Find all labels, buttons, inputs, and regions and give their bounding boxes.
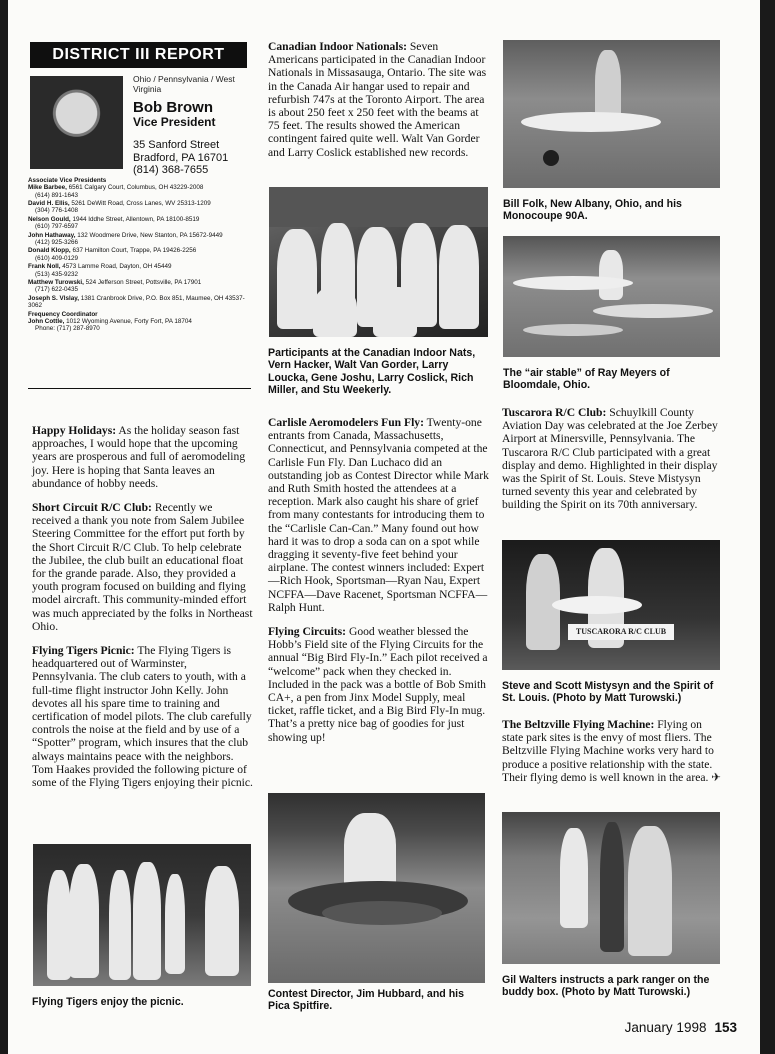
article-body: Recently we received a thank you note from Salem Jubilee Steering Committee for the effort put forth by the Short Circuit R/C Club. To help celebrate the Jubilee, the club built an educational float for the grande parade. Also, they provided a youth program focused on building and flying model aircraft. This community-minded effort was much appreciated by the folks in Northeast Ohio.: [32, 501, 253, 633]
associate-address: 4573 Lamme Road, Dayton, OH 45449: [62, 263, 172, 271]
article-body: The Flying Tigers is headquartered out of Warminster, Pennsylvania. The club caters to youth, with a full-time flight instructor John Kelly. John devotes all his spare time to training and certification of model pilots. The club carefully controls the noise at the field and by use of a “Spotter” program, which insures that the club always maintains peace with the neighbors. Tom Haakes provided the following picture of some of the Flying Tigers enjoying their picnic.: [32, 644, 253, 790]
vp-address: [133, 139, 253, 177]
article-body: Seven Americans participated in the Canadian Indoor Nationals in Missasauga, Ontario. The site was in the Canada Air hangar used to repair and refurbish 747s at the Toronto Airport. The area is about 250 feet x 250 feet with the beams at 75 feet. The results showed the American contingent faired quite well. Walt Van Gorder and Larry Coslick established new records.: [268, 40, 487, 159]
page-footer: [625, 1020, 737, 1035]
associate-entry: [28, 263, 250, 278]
vice-president-portrait: [30, 76, 123, 169]
associate-phone: (614) 891-1643: [35, 191, 79, 199]
caption-canadian-indoor-nats: Participants at the Canadian Indoor Nats, Vern Hacker, Walt Van Gorder, Larry Loucka, Gene Joshu, Larry Coslick, Rich Miller, and Stu Weekerly.: [268, 347, 476, 397]
associate-phone: (610) 797-6597: [35, 223, 79, 231]
associate-entry: [28, 232, 250, 247]
vp-title: Vice President: [133, 115, 216, 129]
article-heading: Happy Holidays:: [32, 424, 117, 437]
article-heading: Flying Tigers Picnic:: [32, 644, 135, 658]
associate-address: 6561 Calgary Court, Columbus, OH 43229-2008: [68, 184, 204, 192]
article-heading: Canadian Indoor Nationals:: [268, 40, 407, 53]
article-paragraph: [268, 625, 490, 744]
vp-phone: (814) 368-7655: [133, 164, 209, 176]
column-2-top-text: [268, 40, 490, 170]
associate-name: Mike Barbee,: [28, 184, 67, 192]
article-body: Good weather blessed the Hobb’s Field site of the Flying Circuits for the annual “Big Bird Fly-In.” Each pilot received a “welcome” pack when they checked in. Included in the pack was a bottle of Bob Smith CA+, a pen from Jinx Model Supply, meal ticket, raffle ticket, and a Big Bird Fly-In mug. That’s a pretty nice bag of goodies for just showing up!: [268, 625, 488, 744]
tuscarora-banner: TUSCARORA R/C CLUB: [568, 624, 674, 640]
article-body: Schuylkill County Aviation Day was celebrated at the Joe Zerbey Airport at Minersville, Pennsylvania. The Tuscarora R/C Club participated with a great display and demo. Highlighted in their display was the Spirit of St. Louis. Steve Mistysyn turned seventy this year and celebrated by building the Spirit on its 70th anniversary.: [502, 406, 718, 512]
caption-flying-tigers: Flying Tigers enjoy the picnic.: [32, 996, 184, 1008]
article-paragraph: [502, 718, 722, 784]
frequency-coordinator-name: John Cottle,: [28, 317, 65, 325]
caption-mistysyn: Steve and Scott Mistysyn and the Spirit of St. Louis. (Photo by Matt Turowski.): [502, 680, 714, 705]
article-paragraph: [32, 424, 254, 490]
associate-address: 1381 Cranbrook Drive, P.O. Box 851, Maumee, OH 43537-3062: [28, 294, 245, 310]
vp-name: Bob Brown: [133, 99, 213, 116]
column-3-bottom-text: [502, 718, 722, 795]
article-heading: The Beltzville Flying Machine:: [502, 718, 655, 731]
associate-address: 5261 DeWitt Road, Cross Lanes, WV 25313-1209: [71, 200, 211, 208]
associate-entry: [28, 216, 250, 231]
article-heading: Tuscarora R/C Club:: [502, 406, 607, 419]
photo-gil-walters-buddy-box: [502, 812, 720, 964]
article-body: Twenty-one entrants from Canada, Massachusetts, Connecticut, and Pennsylvania competed at the Carlisle Fun Fly. Dan Luchaco did an outstanding job as Contest Director while Mark and Ruth Smith hosted the attendees at a reception. Mark also caught his share of grief from many contestants for introducing them to the “Carlisle Can-Can.” Many found out how hard it was to drop a soda can on a spot while dragging it seventy-five feet behind your airplane. The contest winners included: Expert—Rich Hook, Sportsman—Ryan Nau, Expert NCFFA—Dave Racenet, Sportsman NCFFA—Ralph Hunt.: [268, 416, 489, 614]
associate-phone: (717) 622-0435: [35, 286, 79, 294]
associate-entry: [28, 279, 250, 294]
column-3-top-text: [502, 406, 722, 523]
associate-name: John Hathaway,: [28, 231, 76, 239]
vp-region: Ohio / Pennsylvania / West Virginia: [133, 74, 235, 94]
associate-heading: Associate Vice Presidents: [28, 177, 107, 184]
associate-name: Matthew Turowski,: [28, 278, 84, 286]
article-heading: Carlisle Aeromodelers Fun Fly:: [268, 416, 424, 429]
article-heading: Flying Circuits:: [268, 625, 347, 639]
associate-entry: [28, 184, 250, 199]
article-body: As the holiday season fast approaches, I would hope that the upcoming years are prosperous and full of aeromodeling joy. Here is hoping that Santa leaves an abundance of hobby needs.: [32, 424, 246, 490]
article-paragraph: [32, 501, 254, 633]
associate-phone: (513) 435-9232: [35, 270, 79, 278]
associate-name: Nelson Gould,: [28, 215, 71, 223]
caption-air-stable: The “air stable” of Ray Meyers of Bloomdale, Ohio.: [503, 367, 670, 392]
sidebar-divider: [28, 388, 251, 389]
column-1-text: [32, 424, 254, 800]
photo-jim-hubbard-spitfire: [268, 793, 485, 983]
issue-date: January 1998: [624, 1020, 707, 1035]
associate-entry: [28, 200, 250, 215]
associate-name: Joseph S. Vlslay,: [28, 294, 79, 302]
caption-contest-director: Contest Director, Jim Hubbard, and his Pica Spitfire.: [268, 988, 465, 1013]
article-paragraph: [502, 406, 722, 512]
photo-flying-tigers-picnic: [33, 844, 251, 986]
frequency-coordinator-heading: Frequency Coordinator: [28, 310, 98, 318]
frequency-coordinator-entry: [28, 318, 250, 333]
article-paragraph: [32, 644, 254, 789]
associate-phone: (610) 409-0129: [35, 254, 79, 262]
article-paragraph: [268, 40, 490, 159]
associate-address: 132 Woodmere Drive, New Stanton, PA 15672-9449: [77, 231, 223, 239]
frequency-coordinator-address: 1012 Wyoming Avenue, Forty Fort, PA 18704: [66, 317, 192, 325]
associate-entry: [28, 295, 250, 310]
article-paragraph: [268, 416, 490, 614]
associate-address: 1944 Iddhe Street, Allentown, PA 18100-8519: [72, 215, 200, 223]
caption-gil-walters: Gil Walters instructs a park ranger on the buddy box. (Photo by Matt Turowski.): [502, 974, 710, 999]
vp-address-line2: Bradford, PA 16701: [133, 151, 229, 164]
associate-address: 637 Hamilton Court, Trappe, PA 19426-2256: [72, 247, 197, 255]
caption-bill-folk: Bill Folk, New Albany, Ohio, and his Monocoupe 90A.: [503, 198, 682, 223]
article-heading: Short Circuit R/C Club:: [32, 501, 152, 515]
associate-phone: (412) 925-3266: [35, 238, 79, 246]
vp-address-line1: 35 Sanford Street: [133, 139, 220, 151]
photo-bill-folk-monocoupe: [503, 40, 720, 188]
associate-name: David H. Ellis,: [28, 200, 70, 208]
photo-canadian-indoor-nats: [269, 187, 488, 337]
photo-tuscarora-spirit-st-louis: [502, 540, 720, 670]
associate-entry: [28, 247, 250, 262]
associate-name: Frank Noll,: [28, 263, 61, 271]
district-report-header: DISTRICT III REPORT: [30, 42, 247, 68]
frequency-coordinator-phone: Phone: (717) 287-8970: [35, 325, 100, 333]
article-body: Flying on state park sites is the envy of most fliers. The Beltzville Flying Machine works very hard to produce a positive relationship with the state. Their flying demo is well known in the area. ✈: [502, 718, 721, 784]
column-2-mid-text: [268, 416, 490, 755]
associate-address: 524 Jefferson Street, Pottsville, PA 17901: [85, 278, 202, 286]
photo-ray-meyers-air-stable: [503, 236, 720, 357]
associate-vp-list: [28, 177, 250, 334]
associate-name: Donald Klopp,: [28, 247, 71, 255]
page-number: 153: [714, 1020, 737, 1035]
associate-phone: (304) 776-1408: [35, 207, 79, 215]
